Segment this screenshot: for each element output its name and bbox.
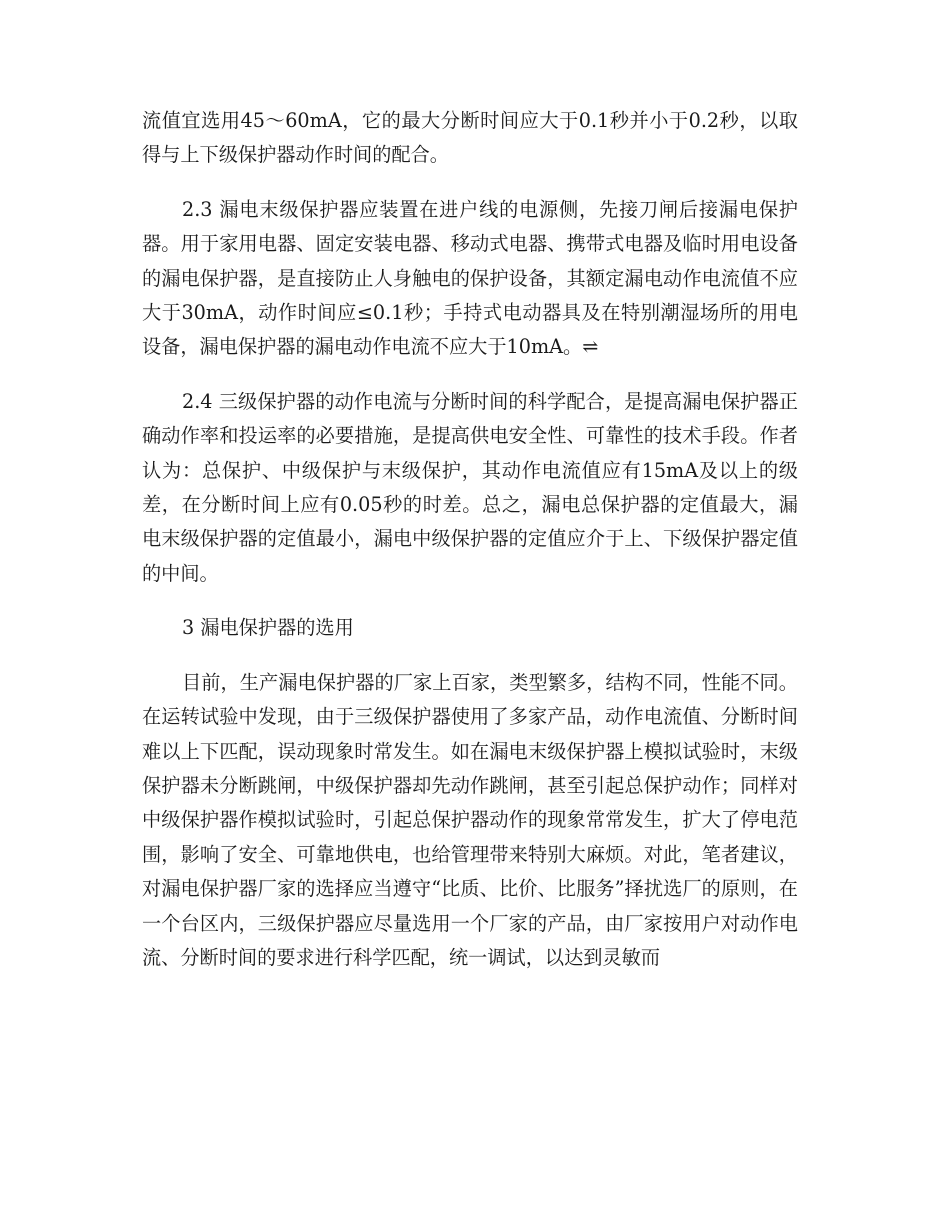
paragraph-section-3-body: 目前，生产漏电保护器的厂家上百家，类型繁多，结构不同，性能不同。在运转试验中发现，由于三级保护器使用了多家产品，动作电流值、分断时间难以上下匹配，误动现象时常发生。如在漏电末级保护器上模拟试验时，末级保护器未分断跳闸，中级保护器却先动作跳闸，甚至引起总保护动作；同样对中级保护器作模拟试验时，引起总保护器动作的现象常常发生，扩大了停电范围，影响了安全、可靠地供电，也给管理带来特别大麻烦。对此，笔者建议，对漏电保护器厂家的选择应当遵守“比质、比价、比服务”择扰选厂的原则，在一个台区内，三级保护器应尽量选用一个厂家的产品，由厂家按用户对动作电流、分断时间的要求进行科学匹配，统一调试，以达到灵敏而 [142, 670, 798, 969]
paragraph-continuation: 流值宜选用45～60mA，它的最大分断时间应大于0.1秒并小于0.2秒，以取得与上下级保护器动作时间的配合。 [142, 109, 798, 167]
paragraph-gap [142, 591, 798, 611]
paragraph-gap [142, 646, 798, 666]
section-heading-3: 3 漏电保护器的选用 [182, 616, 354, 640]
paragraph-section-2-4: 2.4 三级保护器的动作电流与分断时间的科学配合，是提高漏电保护器正确动作率和投运率的必要措施，是提高供电安全性、可靠性的技术手段。作者认为：总保护、中级保护与末级保护，其动作电流值应有15mA及以上的级差，在分断时间上应有0.05秒的时差。总之，漏电总保护器的定值最大，漏电末级保护器的定值最小，漏电中级保护器的定值应介于上、下级保护器定值的中间。 [142, 389, 798, 585]
paragraph-section-2-3: 2.3 漏电末级保护器应装置在进户线的电源侧，先接刀闸后接漏电保护器。用于家用电器、固定安装电器、移动式电器、携带式电器及临时用电设备的漏电保护器，是直接防止人身触电的保护设备，其额定漏电动作电流值不应大于30mA，动作时间应≤0.1秒；手持式电动器具及在特别潮湿场所的用电设备，漏电保护器的漏电动作电流不应大于10mA。⇌ [142, 197, 798, 359]
paragraph-gap [142, 173, 798, 193]
paragraph-gap [142, 365, 798, 385]
document-page [142, 104, 798, 975]
